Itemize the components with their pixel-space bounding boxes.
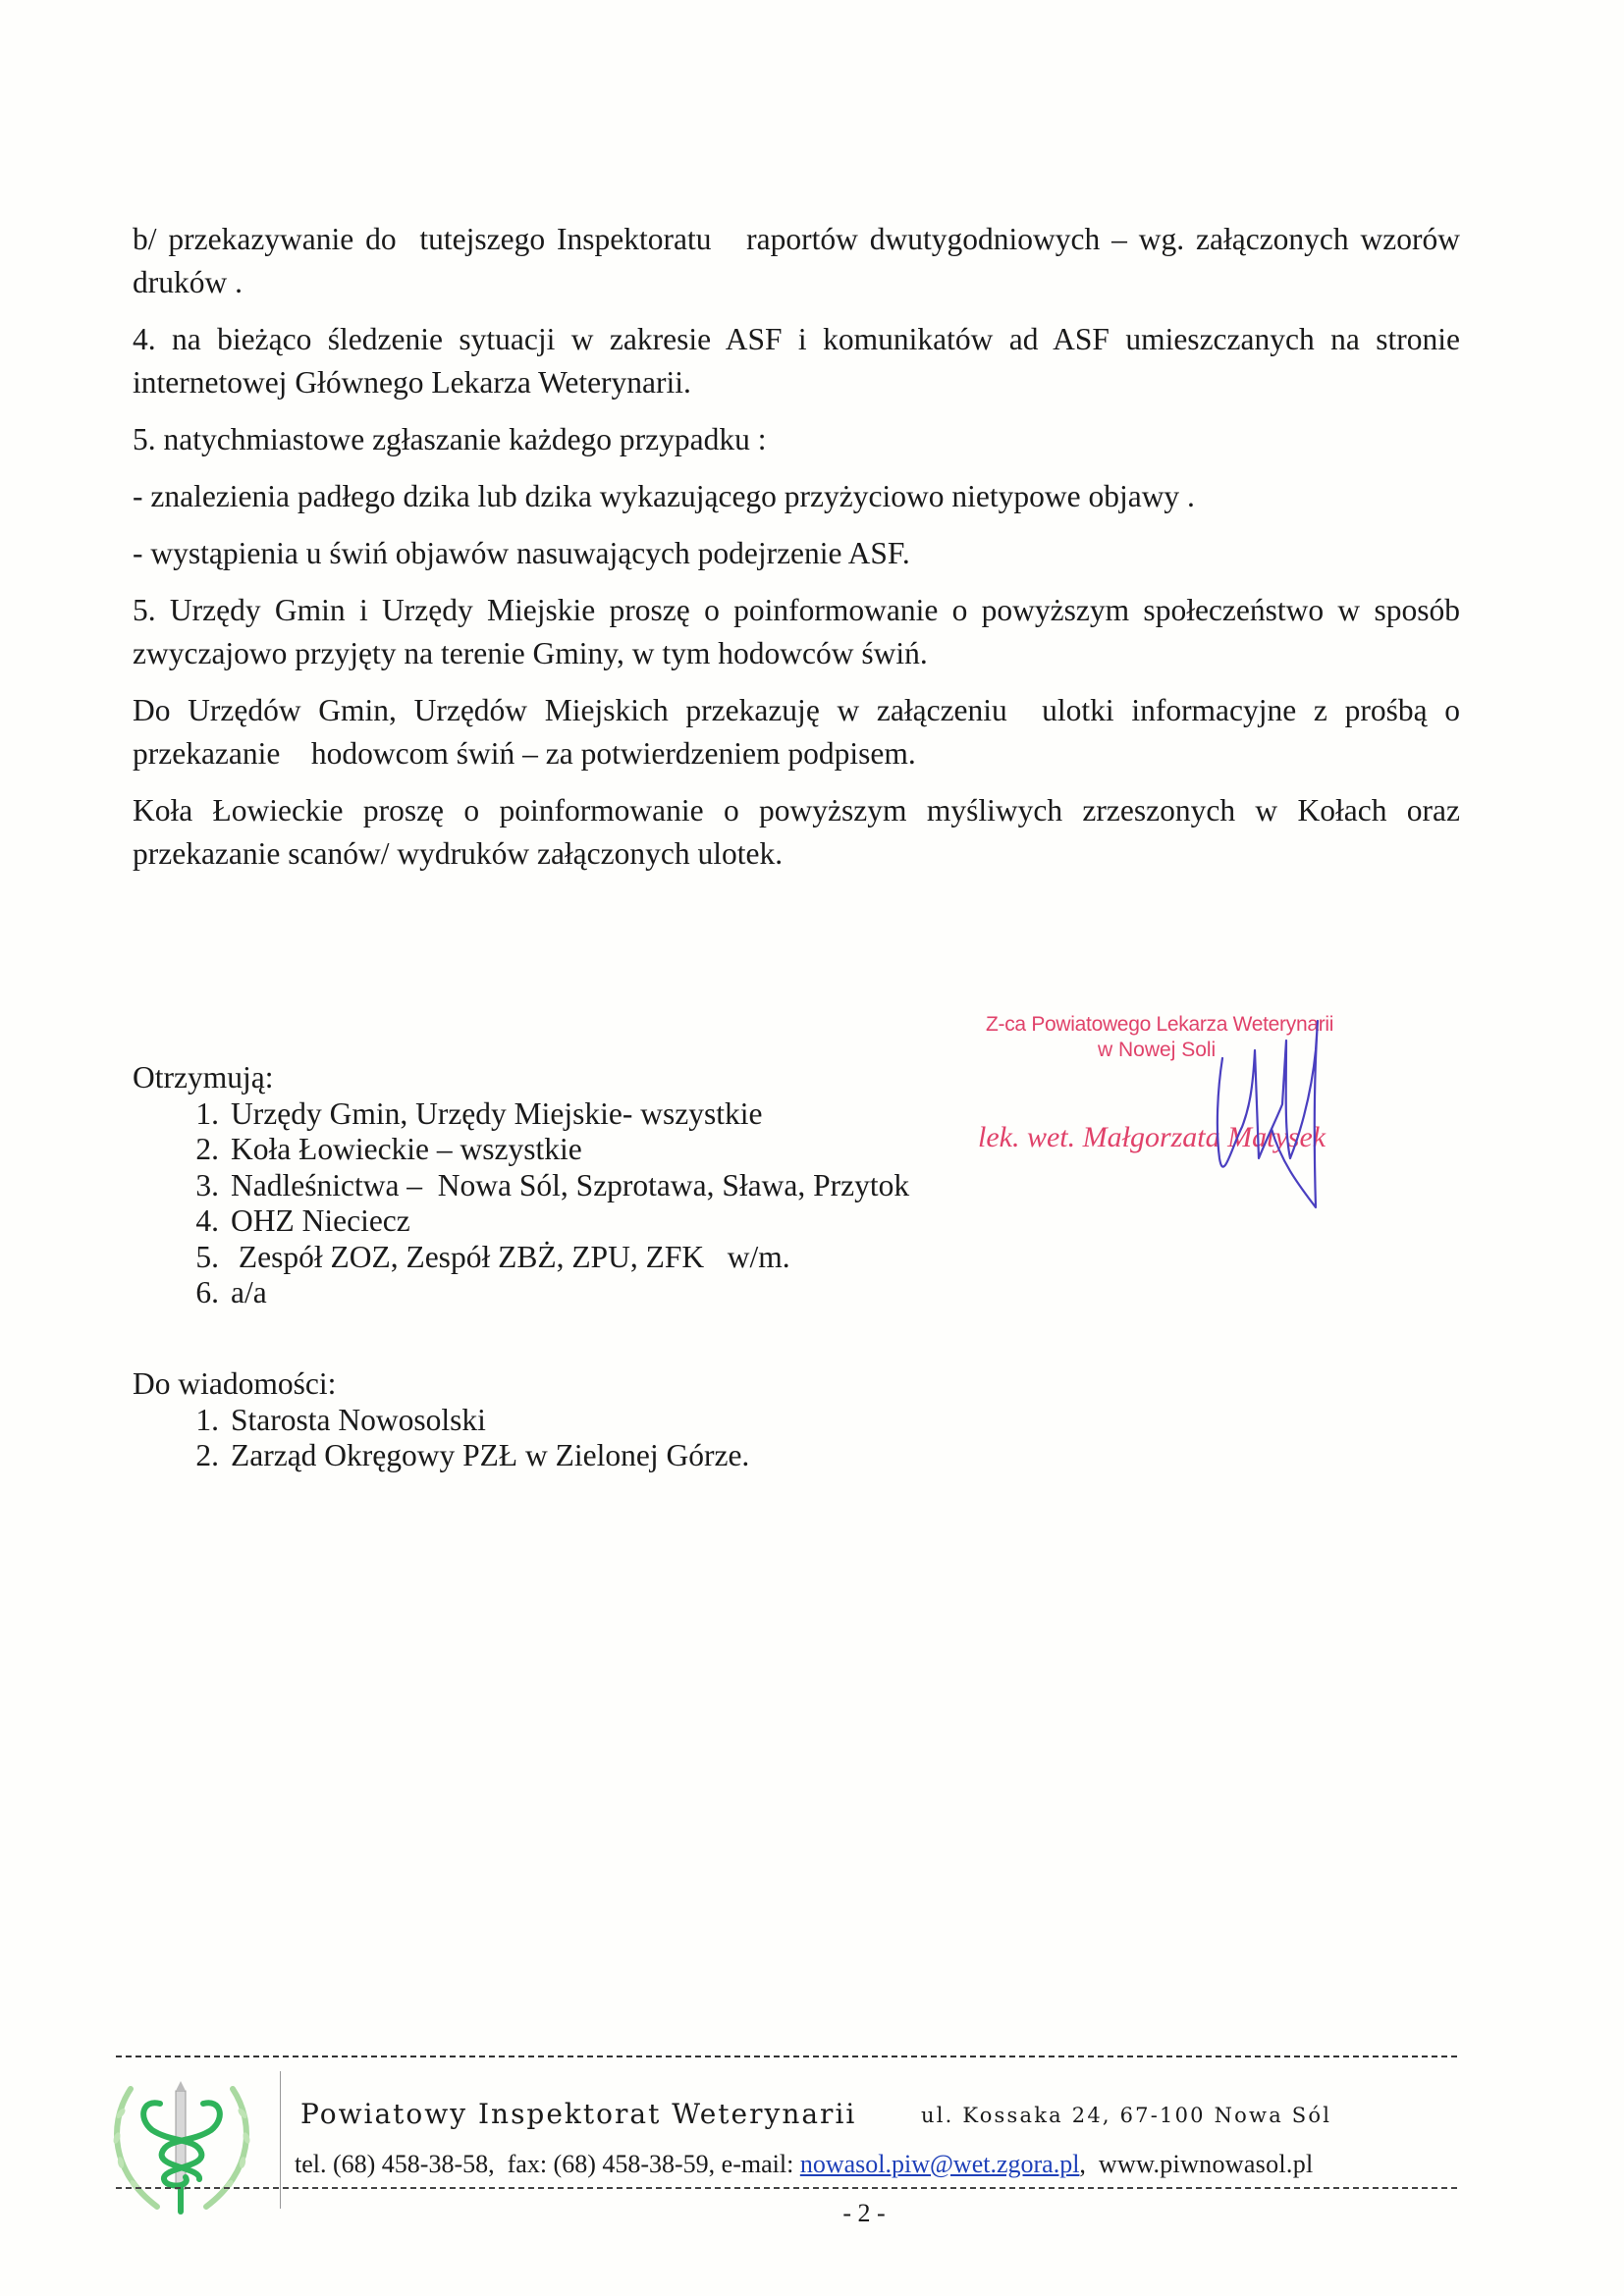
paragraph-b-reports: b/ przekazywanie do tutejszego Inspektoratu raportów dwutygodniowych – wg. załączonych wzorów druków . [133,222,1468,299]
footer-website-link[interactable]: www.piwnowasol.pl [1098,2150,1314,2178]
bullet-dead-boar: - znalezienia padłego dzika lub dzika wykazującego przyżyciowo nietypowe objawy . [133,479,1195,513]
stamp-signatory-name: lek. wet. Małgorzata Matysek [978,1121,1326,1153]
list-item: 6. a/a [195,1275,267,1309]
stamp-title: Z-ca Powiatowego Lekarza Weterynarii [986,1013,1334,1036]
bullet-pig-symptoms: - wystąpienia u świń objawów nasuwających podejrzenie ASF. [133,536,910,570]
footer-contact-line: tel. (68) 458-38-58, fax: (68) 458-38-59, e-mail: nowasol.piw@wet.zgora.pl, www.piwnowasol.pl [295,2150,1314,2178]
paragraph-5-reporting: 5. natychmiastowe zgłaszanie każdego przypadku : [133,422,767,456]
footer-address: ul. Kossaka 24, 67-100 Nowa Sól [921,2104,1332,2127]
list-item: 2. Zarząd Okręgowy PZŁ w Zielonej Górze. [195,1438,750,1472]
footer-divider-bottom [116,2187,1457,2189]
letter-body [133,218,1468,889]
list-item: 4. OHZ Nieciecz [195,1203,410,1238]
handwritten-signature-icon [1188,1011,1345,1237]
footer-divider-top [116,2056,1457,2057]
for-information-heading: Do wiadomości: [133,1366,337,1401]
caduceus-wreath-icon [103,2069,260,2216]
recipients-list [133,1060,909,1311]
footer-email-link[interactable]: nowasol.piw@wet.zgora.pl [799,2150,1080,2178]
page-number: - 2 - [842,2199,886,2227]
paragraph-leaflets: Do Urzędów Gmin, Urzędów Miejskich przekazuję w załączeniu ulotki informacyjne z prośbą o przekazanie hodowcom świń – za potwierdzeniem podpisem. [133,693,1468,771]
list-item: 5. Zespół ZOZ, Zespół ZBŻ, ZPU, ZFK w/m. [195,1239,790,1274]
stamp-location: w Nowej Soli [1098,1039,1217,1061]
paragraph-4-monitoring: 4. na bieżąco śledzenie sytuacji w zakresie ASF i komunikatów ad ASF umieszczanych na stronie internetowej Głównego Lekarza Weterynarii. [133,322,1460,400]
list-item: 1. Starosta Nowosolski [195,1402,486,1437]
footer-phone-fax: tel. (68) 458-38-58, fax: (68) 458-38-59, e-mail: [295,2150,800,2178]
paragraph-5-municipalities: 5. Urzędy Gmin i Urzędy Miejskie proszę o poinformowanie o powyższym społeczeństwo w sposób zwyczajowo przyjęty na terenie Gminy, w tym hodowców świń. [133,593,1460,670]
for-information-list [133,1366,749,1474]
footer-organization-name: Powiatowy Inspektorat Weterynarii [300,2098,857,2130]
recipients-heading: Otrzymują: [133,1060,274,1095]
paragraph-hunting-clubs: Koła Łowieckie proszę o poinformowanie o powyższym myśliwych zrzeszonych w Kołach oraz przekazanie scanów/ wydruków załączonych ulotek. [133,793,1460,871]
list-item: 2. Koła Łowieckie – wszystkie [195,1132,582,1166]
list-item: 1. Urzędy Gmin, Urzędy Miejskie- wszystkie [195,1095,763,1131]
list-item: 3. Nadleśnictwa – Nowa Sól, Szprotawa, Sława, Przytok [195,1167,910,1202]
official-stamp [972,1011,1375,1237]
